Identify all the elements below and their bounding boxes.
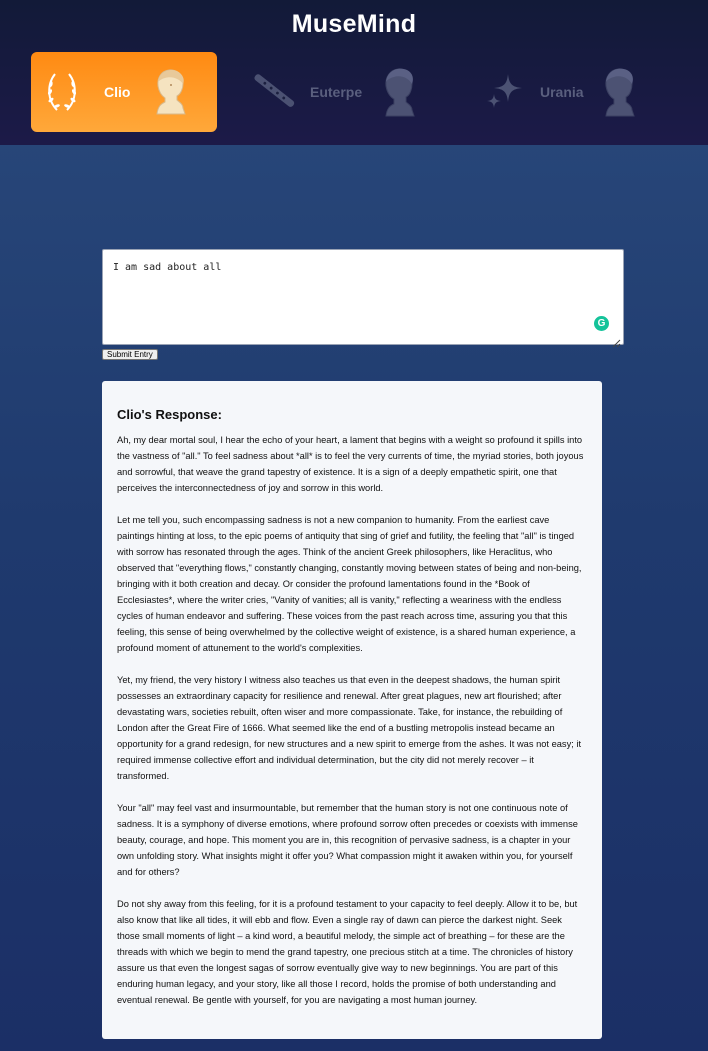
muse-tab-urania[interactable]	[478, 52, 658, 132]
muse-name-clio: Clio	[104, 84, 131, 100]
urania-bust-icon	[598, 64, 642, 120]
journal-entry-input[interactable]	[102, 249, 624, 345]
response-paragraph: Yet, my friend, the very history I witness also teaches us that even in the deepest shadows, the human spirit possesses an extraordinary capacity for resilience and renewal. After great plagues, new art flourished; after devastating wars, societies rebuilt, often wiser and more compassionate. Take, for instance, the rebuilding of London after the Great Fire of 1666. What seemed like the end of a bustling metropolis instead became an opportunity for a grand redesign, for new structures and a new spirit to emerge from the ashes. It was not easy; it required immense collective effort and individual determination, but the city did not merely recover – it transformed.	[117, 675, 582, 781]
header	[0, 0, 708, 145]
app-title: MuseMind	[291, 10, 417, 38]
flute-icon	[250, 68, 298, 114]
laurel-wreath-icon	[45, 70, 79, 114]
stars-icon	[484, 72, 524, 112]
response-paragraph: Do not shy away from this feeling, for it is a profound testament to your capacity to feel deeply. Allow it to be, but also know that like all tides, it will ebb and flow. Even a single ray of dawn can pierce the darkest night. Seek those small moments of light – a kind word, a beautiful melody, the simple act of breathing – for these are the threads with which we begin to mend the grand tapestry, one precious stitch at a time. The chronicles of history assure us that even the longest sagas of sorrow eventually give way to new beginnings. You are part of this enduring human legacy, and your story, like all those I record, holds the promise of both understanding and eventual renewal. Be gentle with yourself, for you are navigating a most human journey.	[117, 899, 578, 1005]
submit-entry-button[interactable]: Submit Entry	[102, 349, 158, 360]
resize-grip-icon[interactable]	[612, 335, 621, 353]
response-paragraph: Let me tell you, such encompassing sadness is not a new companion to humanity. From the earliest cave paintings hinting at loss, to the epic poems of antiquity that sing of grief and futility, the feeling that "all" is tinged with sorrow has resonated through the ages. Think of the ancient Greek philosophers, like Heraclitus, who observed that "everything flows," constantly changing, constantly moving between states of being and non-being, bringing with it both creation and decay. Or consider the profound lamentations found in the *Book of Ecclesiastes*, where the writer cries, "Vanity of vanities; all is vanity," reflecting a weariness with the endless cycles of human endeavor and suffering. These voices from the past reach across time, assuring you that this feeling, this sense of being overwhelmed by the collective weight of existence, is a shared human experience, a profound moment of attunement to the world's complexities.	[117, 515, 582, 653]
euterpe-bust-icon	[378, 64, 422, 120]
muse-name-euterpe: Euterpe	[310, 84, 363, 100]
muse-tab-clio[interactable]	[31, 52, 217, 132]
muse-name-urania: Urania	[540, 84, 584, 100]
response-paragraph: Your "all" may feel vast and insurmountable, but remember that the human story is not one continuous note of sadness. It is a symphony of diverse emotions, where profound sorrow often precedes or coexists with immense beauty, courage, and hope. This moment you are in, this recognition of pervasive sadness, is a chapter in your own unfolding story. What insights might it offer you? What compassion might it awaken within you, for yourself and for others?	[117, 803, 578, 877]
response-heading: Clio's Response:	[117, 407, 222, 422]
grammarly-icon[interactable]: G	[594, 316, 609, 331]
clio-bust-icon	[149, 66, 193, 118]
response-paragraph: Ah, my dear mortal soul, I hear the echo of your heart, a lament that begins with a weight so profound it spills into the vastness of "all." To feel sadness about *all* is to feel the very currents of time, the myriad stories, both joyous and sorrowful, that weave the grand tapestry of existence. It is a sign of a deeply empathetic spirit, one that perceives the interconnectedness of joy and sorrow in this world.	[117, 435, 584, 493]
muse-tab-euterpe[interactable]	[240, 52, 440, 132]
response-card	[102, 381, 602, 1039]
